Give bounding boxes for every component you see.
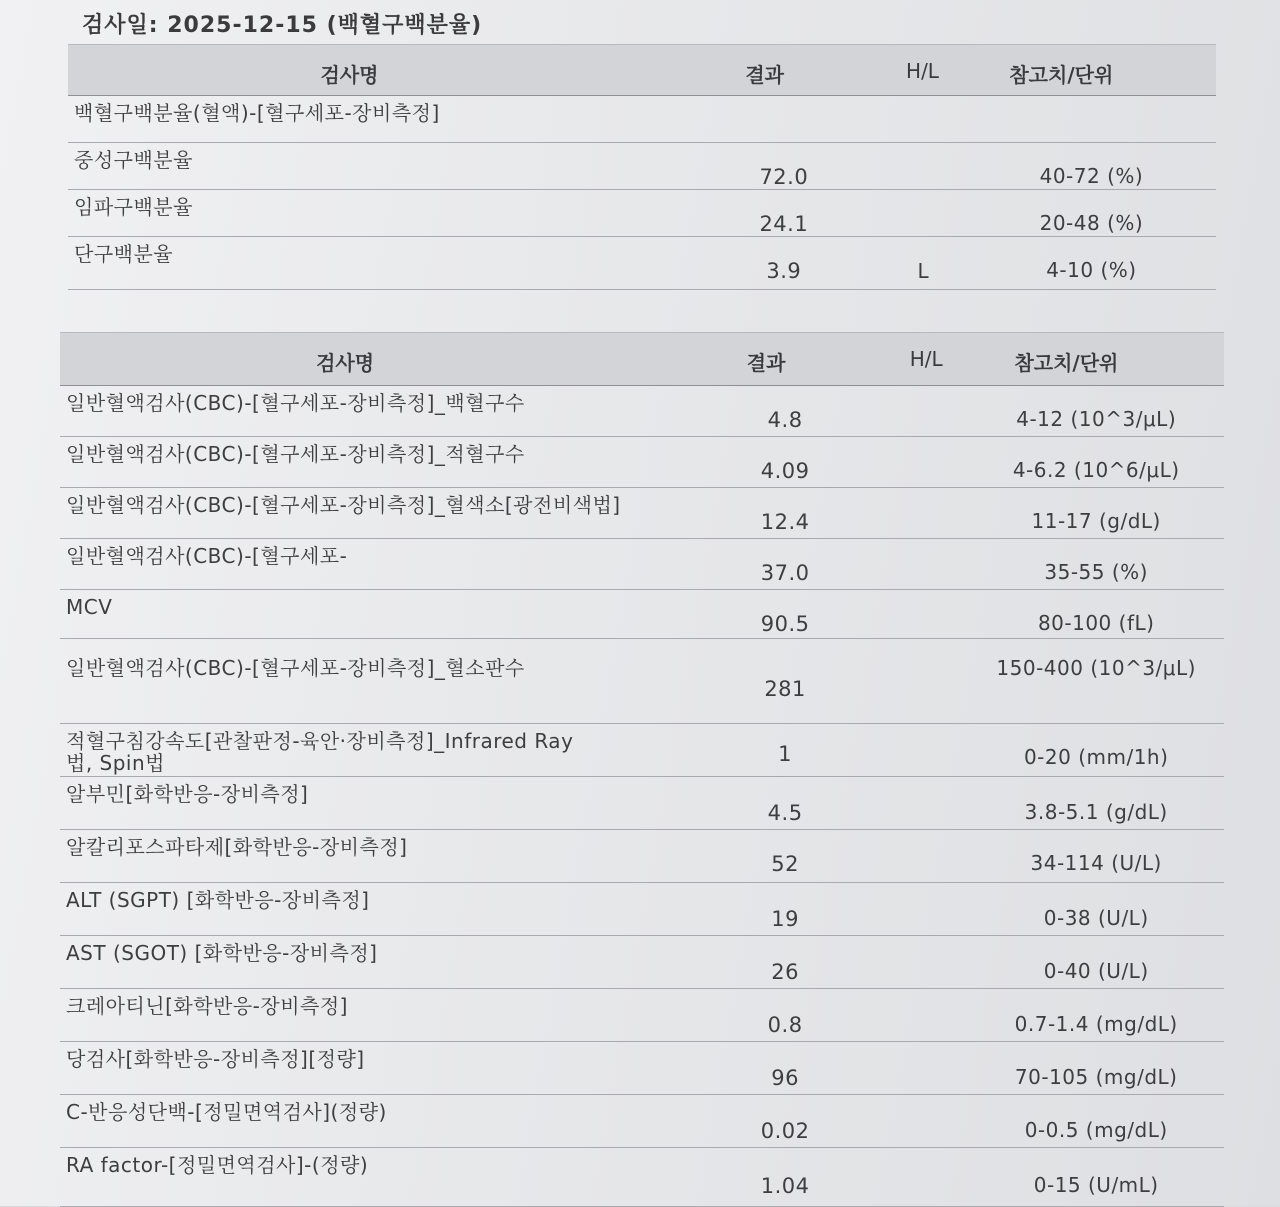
test-reference: 4-10 (%) [1046, 258, 1137, 282]
table-row [68, 237, 1216, 290]
test-result: 52 [771, 852, 799, 876]
test-result: 0.8 [767, 1013, 803, 1037]
table-row [60, 639, 1224, 724]
lab-results-table [60, 332, 1224, 1207]
test-result: 24.1 [759, 212, 809, 236]
test-reference: 0.7-1.4 (mg/dL) [1014, 1012, 1178, 1036]
test-result: 1 [778, 742, 793, 766]
test-name: AST (SGOT) [화학반응-장비측정] [66, 941, 378, 965]
table-header [60, 332, 1224, 386]
table-row [60, 777, 1224, 830]
test-reference: 11-17 (g/dL) [1031, 509, 1161, 533]
test-name: RA factor-[정밀면역검사]-(정량) [66, 1153, 369, 1177]
column-hl: H/L [906, 59, 939, 83]
test-result: 281 [764, 677, 806, 701]
test-reference: 150-400 (10^3/μL) [996, 656, 1196, 680]
test-name: 임파구백분율 [74, 195, 193, 219]
test-result: 12.4 [760, 510, 810, 534]
column-hl: H/L [909, 347, 943, 371]
test-result: 0.02 [760, 1119, 810, 1143]
column-result: 결과 [746, 351, 786, 375]
test-result: 19 [771, 907, 799, 931]
test-reference: 34-114 (U/L) [1030, 851, 1162, 875]
test-name: 크레아티닌[화학반응-장비측정] [66, 994, 348, 1018]
test-name: 당검사[화학반응-장비측정][정량] [66, 1047, 365, 1071]
test-reference: 4-6.2 (10^6/μL) [1012, 458, 1180, 482]
test-reference: 0-0.5 (mg/dL) [1024, 1118, 1168, 1142]
table-row [68, 143, 1216, 190]
test-name: 알부민[화학반응-장비측정] [66, 782, 309, 806]
table-row [60, 386, 1224, 437]
test-reference: 0-38 (U/L) [1043, 906, 1149, 930]
test-result: 90.5 [760, 612, 810, 636]
test-name: MCV [66, 595, 113, 619]
table-row [60, 488, 1224, 539]
column-result: 결과 [745, 63, 784, 87]
test-name: 백혈구백분율(혈액)-[혈구세포-장비측정] [74, 101, 440, 125]
test-reference: 20-48 (%) [1039, 211, 1144, 235]
column-reference: 참고치/단위 [1009, 63, 1114, 87]
test-name: ALT (SGPT) [화학반응-장비측정] [66, 888, 370, 912]
test-flag: L [917, 259, 929, 283]
test-reference: 0-40 (U/L) [1043, 959, 1149, 983]
table-row [60, 1042, 1224, 1095]
test-name: 일반혈액검사(CBC)-[혈구세포- [66, 544, 348, 568]
test-name: 적혈구침강속도[관찰판정-육안·장비측정]_Infrared Ray법, Spin법 [66, 729, 574, 775]
test-result: 3.9 [766, 259, 802, 283]
test-reference: 70-105 (mg/dL) [1014, 1065, 1178, 1089]
table-row [60, 989, 1224, 1042]
test-name: 일반혈액검사(CBC)-[혈구세포-장비측정]_혈색소[광전비색법] [66, 493, 621, 517]
column-test-name: 검사명 [320, 63, 379, 87]
test-reference: 35-55 (%) [1044, 560, 1148, 584]
test-result: 96 [771, 1066, 799, 1090]
table-row [60, 1095, 1224, 1148]
table-row [60, 539, 1224, 590]
differential-count-table [68, 44, 1216, 290]
table-row [60, 1148, 1224, 1207]
test-result: 1.04 [760, 1174, 810, 1198]
test-name: 일반혈액검사(CBC)-[혈구세포-장비측정]_혈소판수 [66, 656, 525, 680]
table-row [60, 883, 1224, 936]
test-reference: 40-72 (%) [1039, 164, 1144, 188]
table-row [60, 830, 1224, 883]
column-test-name: 검사명 [316, 351, 375, 375]
table-row [68, 96, 1216, 143]
test-name: 일반혈액검사(CBC)-[혈구세포-장비측정]_백혈구수 [66, 391, 525, 415]
test-reference: 80-100 (fL) [1037, 611, 1155, 635]
test-name: 중성구백분율 [74, 148, 193, 172]
test-reference: 0-15 (U/mL) [1033, 1173, 1159, 1197]
test-result: 37.0 [760, 561, 810, 585]
test-name: 일반혈액검사(CBC)-[혈구세포-장비측정]_적혈구수 [66, 442, 525, 466]
table-header [68, 44, 1216, 96]
table-row [68, 190, 1216, 237]
table-row [60, 724, 1224, 777]
test-name: 단구백분율 [74, 242, 174, 266]
test-result: 4.5 [767, 801, 803, 825]
test-reference: 4-12 (10^3/μL) [1016, 407, 1177, 431]
report-date-title: 검사일: 2025-12-15 (백혈구백분율) [82, 13, 483, 38]
test-result: 4.8 [767, 408, 803, 432]
test-result: 72.0 [759, 165, 809, 189]
test-result: 26 [771, 960, 799, 984]
test-name: C-반응성단백-[정밀면역검사](정량) [66, 1100, 387, 1124]
table-row [60, 437, 1224, 488]
test-reference: 0-20 (mm/1h) [1023, 745, 1169, 769]
test-result: 4.09 [760, 459, 810, 483]
test-reference: 3.8-5.1 (g/dL) [1024, 800, 1168, 824]
table-row [60, 936, 1224, 989]
table-row [60, 590, 1224, 639]
test-name: 알칼리포스파타제[화학반응-장비측정] [66, 835, 408, 859]
column-reference: 참고치/단위 [1014, 351, 1119, 375]
